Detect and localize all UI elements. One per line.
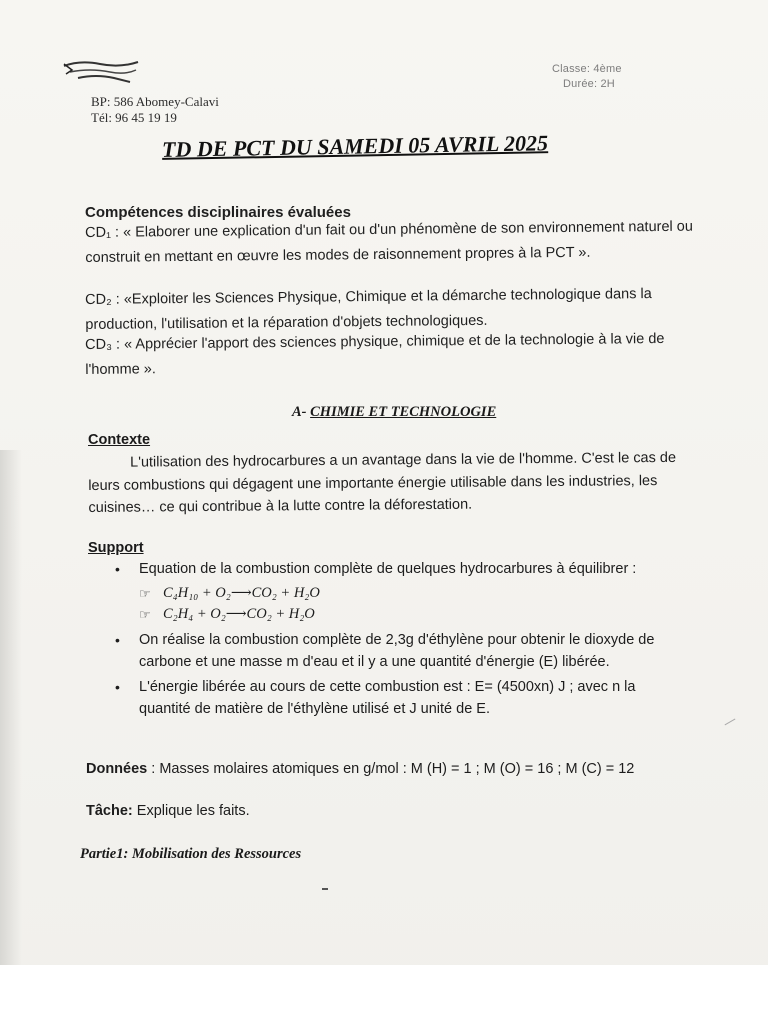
- equation-line: [139, 583, 685, 604]
- competence-cd3: [85, 327, 695, 382]
- equation-1: C₄H₁₀ + O₂⟶CO₂ + H₂O: [163, 584, 320, 601]
- support-item: [115, 629, 685, 674]
- document-title: TD DE PCT DU SAMEDI 05 AVRIL 2025: [161, 130, 549, 162]
- cd2-label: CD₂ :: [85, 291, 120, 308]
- contexte-text: L'utilisation des hydrocarbures a un avantage dans la vie de l'homme. C'est le cas de leurs combustions qui dégagent une importante énergie utilisable dans les industries, les cuisines… ce qui contribue à la lutte contre la déforestation.: [88, 449, 677, 516]
- pointing-hand-icon: ☞: [139, 606, 151, 622]
- tache-label: Tâche:: [86, 803, 133, 819]
- school-address: BP: 586 Abomey-Calavi: [91, 94, 219, 109]
- tache-line: [86, 803, 250, 819]
- section-a-heading: [292, 404, 496, 421]
- competence-cd1: [85, 215, 695, 270]
- bullet-icon: •: [115, 561, 120, 577]
- pen-mark: [721, 712, 736, 726]
- equation-2: C₂H₄ + O₂⟶CO₂ + H₂O: [163, 605, 315, 622]
- cd2-text: «Exploiter les Sciences Physique, Chimique et la démarche technologique dans la production, l'utilisation et la réparation d'objets technologiques.: [85, 286, 652, 333]
- support-item-text: Equation de la combustion complète de quelques hydrocarbures à équilibrer :: [139, 561, 637, 577]
- pointing-hand-icon: ☞: [139, 585, 151, 601]
- contexte-heading: Contexte: [88, 432, 151, 448]
- exam-duration: Durée: 2H: [563, 78, 615, 90]
- support-item: [115, 558, 685, 581]
- section-a-title: CHIMIE ET TECHNOLOGIE: [310, 404, 497, 420]
- cd1-label: CD₁ :: [85, 224, 120, 241]
- cd1-text: « Elaborer une explication d'un fait ou d'un phénomène de son environnement naturel ou construit en mettant en œuvre les modes de raisonnement propres à la PCT ».: [85, 218, 693, 266]
- donnees-text: : Masses molaires atomiques en g/mol : M (H) = 1 ; M (O) = 16 ; M (C) = 12: [147, 761, 635, 777]
- tache-text: Explique les faits.: [132, 803, 250, 819]
- equation-line: [139, 604, 685, 625]
- donnees-label: Données: [86, 761, 148, 777]
- school-phone: Tél: 96 45 19 19: [91, 110, 177, 125]
- section-a-prefix: A-: [292, 404, 307, 420]
- competences-heading: Compétences disciplinaires évaluées: [85, 204, 351, 221]
- support-item-text: On réalise la combustion complète de 2,3g d'éthylène pour obtenir le dioxyde de carbone et une masse m d'eau et il y a une quantité d'énergie (E) libérée.: [139, 631, 655, 670]
- cd3-text: « Apprécier l'apport des sciences physique, chimique et de la technologie à la vie de l'homme ».: [85, 330, 665, 378]
- page-shadow: [0, 450, 22, 970]
- school-logo-icon: [60, 58, 142, 86]
- support-item-text: L'énergie libérée au cours de cette combustion est : E= (4500xn) J ; avec n la quantité de matière de l'éthylène utilisé et J unité de E.: [139, 678, 636, 717]
- cd3-label: CD₃ :: [85, 336, 121, 353]
- support-item: [115, 676, 685, 721]
- support-heading: Support: [88, 540, 144, 556]
- support-list: [115, 558, 685, 723]
- donnees-paragraph: [86, 758, 706, 781]
- bullet-icon: •: [115, 678, 120, 695]
- page-bottom-edge: [0, 965, 768, 1024]
- class-level: Classe: 4ème: [552, 63, 622, 75]
- bullet-icon: •: [115, 631, 120, 648]
- page-mark: [322, 888, 328, 890]
- partie1-heading: Partie1: Mobilisation des Ressources: [80, 846, 302, 862]
